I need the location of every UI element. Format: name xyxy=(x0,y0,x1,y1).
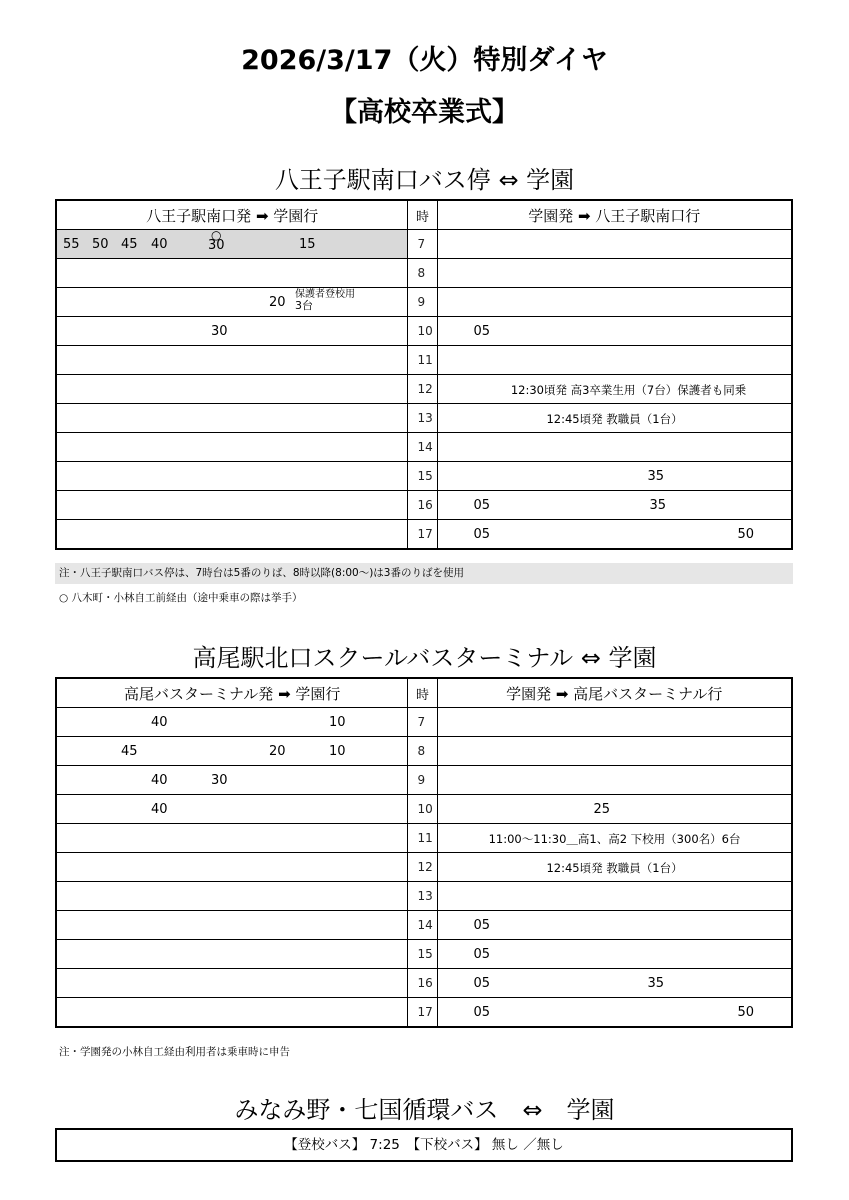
minute: 05 xyxy=(473,976,491,991)
minute: 20 xyxy=(269,744,286,759)
hour-cell: 17 xyxy=(408,998,437,1028)
table-row xyxy=(56,288,792,317)
right-cell xyxy=(437,375,792,404)
table-row xyxy=(56,346,792,375)
staff-bus-note: 12:45頃発 教職員（1台） xyxy=(546,412,683,426)
hour-cell: 10 xyxy=(408,317,437,346)
minute: 50 xyxy=(737,1005,755,1020)
left-cell xyxy=(56,795,408,824)
table-row xyxy=(56,462,792,491)
minute: 05 xyxy=(473,947,491,962)
minute: 30 xyxy=(211,773,228,788)
hour-cell: 11 xyxy=(408,346,437,375)
left-cell xyxy=(56,737,408,766)
minute: 40 xyxy=(151,802,168,817)
hour-cell: 8 xyxy=(408,259,437,288)
right-cell xyxy=(437,433,792,462)
right-cell xyxy=(437,940,792,969)
table-row xyxy=(56,853,792,882)
minute: 50 xyxy=(737,527,755,542)
col-header-departure: 高尾バスターミナル発 ➡ 学園行 xyxy=(56,678,408,708)
table-header-row xyxy=(56,678,792,708)
table-row xyxy=(56,404,792,433)
table-row xyxy=(56,795,792,824)
table-row xyxy=(56,259,792,288)
left-cell xyxy=(56,520,408,550)
minute: 40 xyxy=(151,773,168,788)
table-row xyxy=(56,520,792,550)
table-row xyxy=(56,317,792,346)
page-title: 2026/3/17（火）特別ダイヤ xyxy=(241,45,608,76)
col-header-departure: 八王子駅南口発 ➡ 学園行 xyxy=(56,200,408,230)
hour-cell: 16 xyxy=(408,969,437,998)
table-row xyxy=(56,708,792,737)
parent-bus-note xyxy=(295,289,355,311)
table-row xyxy=(56,940,792,969)
left-cell xyxy=(56,853,408,882)
timetable-takao xyxy=(55,677,793,1028)
hour-cell: 16 xyxy=(408,491,437,520)
hour-cell: 15 xyxy=(408,940,437,969)
table-row xyxy=(56,433,792,462)
dismissal-bus-note: 11:00～11:30＿高1、高2 下校用（300名）6台 xyxy=(488,832,741,846)
hour-cell: 7 xyxy=(408,230,437,259)
hour-cell: 14 xyxy=(408,433,437,462)
page-subtitle: 【高校卒業式】 xyxy=(330,97,519,128)
left-cell xyxy=(56,766,408,795)
table-row xyxy=(56,969,792,998)
section-3-title: みなみ野・七国循環バス ⇔ 学園 xyxy=(234,1096,615,1124)
left-cell xyxy=(56,491,408,520)
left-cell xyxy=(56,433,408,462)
right-cell xyxy=(437,708,792,737)
left-cell xyxy=(56,346,408,375)
right-cell xyxy=(437,346,792,375)
table-row xyxy=(56,882,792,911)
right-cell xyxy=(437,882,792,911)
minute: 15 xyxy=(299,237,316,252)
hour-cell: 9 xyxy=(408,766,437,795)
right-cell xyxy=(437,462,792,491)
col-header-hour: 時 xyxy=(408,200,437,230)
left-cell xyxy=(56,317,408,346)
minute: 55 xyxy=(63,237,80,252)
right-cell xyxy=(437,520,792,550)
minute: 40 xyxy=(151,715,168,730)
right-cell xyxy=(437,491,792,520)
right-cell xyxy=(437,737,792,766)
left-cell xyxy=(56,259,408,288)
right-cell xyxy=(437,853,792,882)
left-cell xyxy=(56,404,408,433)
loop-bus-info: 【登校バス】 7:25 【下校バス】 無し ／無し xyxy=(55,1128,793,1162)
table-row xyxy=(56,911,792,940)
timetable-hachioji xyxy=(55,199,793,550)
hour-cell: 8 xyxy=(408,737,437,766)
minute: 05 xyxy=(473,1005,491,1020)
minute: 35 xyxy=(647,976,665,991)
table-row xyxy=(56,375,792,404)
note-line: 3台 xyxy=(295,299,313,312)
table-row xyxy=(56,491,792,520)
left-cell xyxy=(56,288,408,317)
table-row xyxy=(56,766,792,795)
minute: 10 xyxy=(329,715,346,730)
left-cell xyxy=(56,230,408,259)
right-cell xyxy=(437,404,792,433)
minute: 05 xyxy=(473,527,491,542)
right-cell xyxy=(437,824,792,853)
hour-cell: 14 xyxy=(408,911,437,940)
minute: 30 xyxy=(211,324,228,339)
section-1-title: 八王子駅南口バス停 ⇔ 学園 xyxy=(274,166,575,194)
left-cell xyxy=(56,940,408,969)
right-cell xyxy=(437,288,792,317)
minute: 35 xyxy=(649,498,667,513)
right-cell xyxy=(437,766,792,795)
left-cell xyxy=(56,462,408,491)
left-cell xyxy=(56,998,408,1028)
hour-cell: 13 xyxy=(408,404,437,433)
minute: 25 xyxy=(593,802,611,817)
note-platform: 注・八王子駅南口バス停は、7時台は5番のりば、8時以降(8:00～)は3番のりばを使用 xyxy=(55,563,793,584)
col-header-hour: 時 xyxy=(408,678,437,708)
hour-cell: 13 xyxy=(408,882,437,911)
right-cell xyxy=(437,795,792,824)
table-row xyxy=(56,824,792,853)
left-cell xyxy=(56,882,408,911)
table-row xyxy=(56,737,792,766)
right-cell xyxy=(437,969,792,998)
hour-cell: 12 xyxy=(408,853,437,882)
hour-cell: 9 xyxy=(408,288,437,317)
left-cell xyxy=(56,375,408,404)
table-row xyxy=(56,230,792,259)
left-cell xyxy=(56,708,408,737)
right-cell xyxy=(437,230,792,259)
hour-cell: 10 xyxy=(408,795,437,824)
hour-cell: 15 xyxy=(408,462,437,491)
minute: 40 xyxy=(151,237,168,252)
table-row xyxy=(56,998,792,1028)
minute: 10 xyxy=(329,744,346,759)
section-2-title: 高尾駅北口スクールバスターミナル ⇔ 学園 xyxy=(192,644,657,672)
right-cell xyxy=(437,911,792,940)
via-marker: ○ xyxy=(211,228,222,242)
table-header-row xyxy=(56,200,792,230)
left-cell xyxy=(56,824,408,853)
minute: 45 xyxy=(121,744,138,759)
right-cell xyxy=(437,998,792,1028)
col-header-return: 学園発 ➡ 八王子駅南口行 xyxy=(437,200,792,230)
hour-cell: 12 xyxy=(408,375,437,404)
minute: 05 xyxy=(473,918,491,933)
minute-via-yagimachi xyxy=(208,228,225,253)
note-line: 保護者登校用 xyxy=(295,289,355,300)
staff-bus-note: 12:45頃発 教職員（1台） xyxy=(546,861,683,875)
left-cell xyxy=(56,969,408,998)
note-kobayashi: 注・学園発の小林自工経由利用者は乗車時に申告 xyxy=(59,1046,290,1058)
hour-cell: 11 xyxy=(408,824,437,853)
minute: 50 xyxy=(92,237,109,252)
note-via-route: ○ 八木町・小林自工前経由（途中乗車の際は挙手） xyxy=(59,592,303,604)
graduates-bus-note: 12:30頃発 高3卒業生用（7台）保護者も同乗 xyxy=(510,383,747,397)
minute: 05 xyxy=(473,324,491,339)
left-cell xyxy=(56,911,408,940)
right-cell xyxy=(437,317,792,346)
minute: 05 xyxy=(473,498,491,513)
col-header-return: 学園発 ➡ 高尾バスターミナル行 xyxy=(437,678,792,708)
minute: 20 xyxy=(269,295,286,310)
minute: 45 xyxy=(121,237,138,252)
right-cell xyxy=(437,259,792,288)
minute: 35 xyxy=(647,469,665,484)
hour-cell: 7 xyxy=(408,708,437,737)
minute: 30 xyxy=(208,238,225,253)
hour-cell: 17 xyxy=(408,520,437,550)
